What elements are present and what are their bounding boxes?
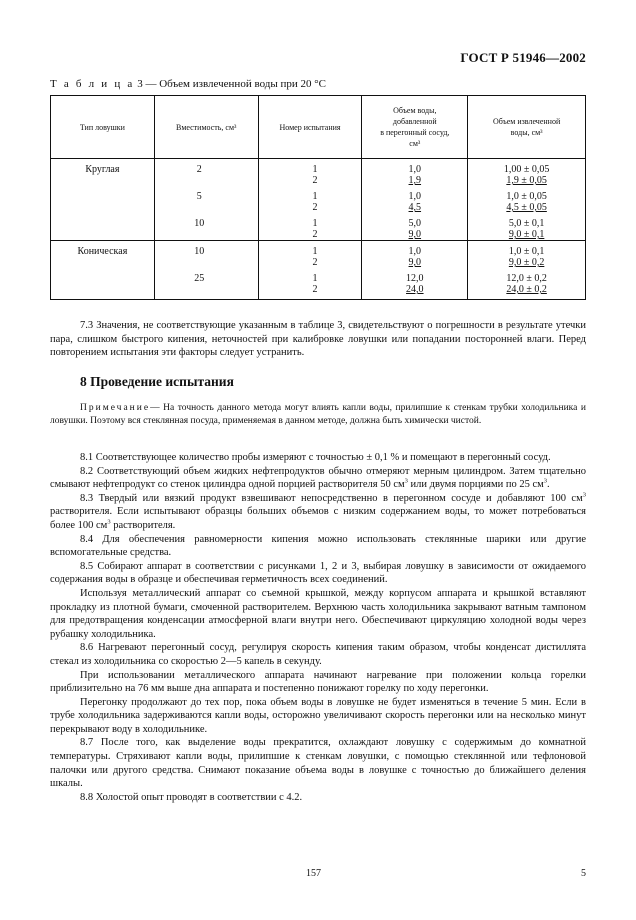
paragraph-8-6-cont-2: Перегонку продолжают до тех пор, пока объем воды в ловушке не будет изменяться в течение 5 мин. Если в трубе холодильника задерживаются капли воды, осторожно увеличивают скорость перегонки или на несколько минут перекрывают воду в холодильнике. — [50, 696, 586, 735]
note-label: Примечание — [80, 403, 151, 413]
cell-extracted-b: 9,0 ± 0,2 — [508, 257, 545, 268]
page-number: 157 — [306, 868, 321, 879]
paragraph-8-6: 8.6 Нагревают перегонный сосуд, регулируя скорость кипения таким образом, чтобы конденсат дистиллята стекал из холодильника со скоростью 2—5 капель в секунду. — [50, 642, 586, 667]
paragraph-8-6-cont: При использовании металлического аппарата начинают нагревание при положении кольца горелки приблизительно на 76 мм выше дна аппарата и постепенно понижают горелку по ходу перегонки. — [50, 669, 586, 695]
cell-trial-b: 2 — [312, 229, 318, 240]
cell-trial — [258, 159, 362, 187]
cell-added — [362, 186, 468, 213]
cell-trial — [258, 268, 362, 300]
paragraph-8-3-part-b: растворителя. Если испытывают образцы больших объемов с низким содержанием воды, то может потребоваться более 100 см — [50, 506, 586, 531]
cell-capacity: 2 — [154, 159, 258, 187]
paragraph-8-8: 8.8 Холостой опыт проводят в соответствии с 4.2. — [80, 791, 303, 803]
cell-trial-b: 2 — [312, 202, 318, 213]
paragraph-8-2-part-a: 8.2 Соответствующий объем жидких нефтепродуктов обычно отмеряют мерным цилиндром. Затем тщательно смывают нефтепродукт со стенок цилиндра одной порцией растворителя 50 см — [50, 465, 586, 491]
superscript: 3 — [107, 518, 111, 526]
cell-added — [362, 159, 468, 187]
cell-trial — [258, 186, 362, 213]
paragraph-8-2-part-b: или двумя порциями по 25 см — [407, 479, 544, 491]
col-header-type: Тип ловушки — [51, 96, 155, 159]
document-header: ГОСТ Р 51946—2002 — [460, 50, 586, 65]
col-header-added-l3: в перегонный сосуд, — [380, 128, 450, 137]
superscript: 3 — [404, 477, 408, 485]
section-title: 8 Проведение испытания — [80, 374, 234, 389]
table-row — [51, 186, 586, 213]
cell-trial — [258, 241, 362, 269]
cell-added-b: 4,5 — [408, 202, 422, 213]
cell-extracted-b: 4,5 ± 0,05 — [506, 202, 547, 213]
cell-extracted-b: 1,9 ± 0,05 — [506, 175, 547, 186]
cell-extracted — [468, 268, 586, 300]
cell-added-a: 1,0 — [408, 164, 422, 175]
paragraph-8-5: 8.5 Собирают аппарат в соответствии с рисунками 1, 2 и 3, выбирая ловушку в зависимости от ожидаемого содержания воды в образце и обеспечивая герметичность всех соединений. — [50, 560, 586, 586]
cell-added — [362, 241, 468, 269]
cell-added-b: 9,0 — [408, 229, 422, 240]
body-text — [50, 451, 586, 804]
cell-type — [51, 268, 155, 300]
cell-extracted — [468, 159, 586, 187]
col-header-added-l2: добавленной — [392, 117, 437, 126]
col-header-extracted — [468, 96, 586, 159]
paragraph-8-2-part-c: . — [547, 479, 550, 491]
cell-trial-a: 1 — [312, 273, 318, 284]
paragraph-8-2 — [50, 465, 586, 492]
note-paragraph — [50, 402, 586, 427]
cell-added — [362, 213, 468, 241]
col-header-trial: Номер испытания — [258, 96, 362, 159]
cell-trial-a: 1 — [312, 191, 318, 202]
cell-added-b: 1,9 — [408, 175, 422, 186]
paragraph-8-7: 8.7 После того, как выделение воды прекратится, охлаждают ловушку с содержимым до комнатной температуры. Стряхивают капли воды, прилипшие к стенкам ловушки, с помощью стеклянной или тефлоновой палочки или другого средства. Снимают показание объема воды в ловушке с точностью до ближайшего деления шкалы. — [50, 737, 586, 790]
cell-extracted — [468, 186, 586, 213]
paragraph-8-1: 8.1 Соответствующее количество пробы измеряют с точностью ± 0,1 % и помещают в перегонный сосуд. — [80, 452, 551, 463]
cell-added-a: 5,0 — [408, 218, 422, 229]
paragraph-8-3 — [50, 492, 586, 533]
cell-trial-b: 2 — [312, 257, 318, 268]
note-text: — На точность данного метода могут влиять капли воды, прилипшие к стенкам трубки холодильника и ловушки. Поэтому вся стеклянная посуда, применяемая в данном методе, должна быть химически чистой. — [50, 403, 586, 426]
col-header-capacity: Вместимость, см³ — [154, 96, 258, 159]
table-caption-text: 3 — Объем извлеченной воды при 20 °С — [134, 78, 327, 90]
superscript: 3 — [582, 491, 586, 499]
paragraph-8-4: 8.4 Для обеспечения равномерности кипения можно использовать стеклянные шарики или другие вспомогательные средства. — [50, 533, 586, 559]
cell-extracted-a: 5,0 ± 0,1 — [508, 218, 545, 229]
paragraph-7-3-block — [50, 319, 586, 360]
col-header-added — [362, 96, 468, 159]
cell-added-b: 9,0 — [408, 257, 422, 268]
table-row — [51, 241, 586, 269]
col-header-added-l1: Объем воды, — [393, 106, 437, 115]
cell-added-a: 1,0 — [408, 191, 422, 202]
cell-extracted-a: 1,00 ± 0,05 — [503, 164, 550, 175]
water-recovery-table — [50, 95, 586, 300]
cell-extracted — [468, 213, 586, 241]
table-row — [51, 213, 586, 241]
col-header-added-l4: см³ — [409, 139, 421, 148]
cell-added — [362, 268, 468, 300]
table-caption — [50, 78, 326, 90]
cell-trial-b: 2 — [312, 175, 318, 186]
paragraph-8-3-part-c: растворителя. — [110, 519, 176, 531]
cell-type: Круглая — [51, 159, 155, 187]
note-block — [50, 402, 586, 427]
paragraph-7-3: 7.3 Значения, не соответствующие указанным в таблице 3, свидетельствуют о погрешности в результате утечки пара, слишком быстрого кипения, неточностей при калибровке ловушки или попадании посторонней влаги. Перед повторением испытания эти факторы следует устранить. — [50, 320, 586, 359]
table-header-row — [51, 96, 586, 159]
table-row — [51, 159, 586, 187]
cell-type — [51, 186, 155, 213]
cell-capacity: 10 — [154, 213, 258, 241]
cell-trial-a: 1 — [312, 218, 318, 229]
col-header-extracted-l2: воды, см³ — [510, 128, 543, 137]
paragraph-8-3-part-a: 8.3 Твердый или вязкий продукт взвешивают непосредственно в перегонном сосуде и добавляют 100 см — [80, 492, 583, 504]
cell-trial-b: 2 — [312, 284, 318, 295]
paragraph-8-5-cont: Используя металлический аппарат со съемной крышкой, между корпусом аппарата и крышкой вставляют прокладку из плотной бумаги, смоченной растворителем. Верхнюю часть холодильника закрывают ватным тампоном для предотвращения конденсации атмосферной влаги внутри него. Обеспечивают циркуляцию холодной воды через рубашку холодильника. — [50, 587, 586, 640]
table-row — [51, 268, 586, 300]
cell-extracted — [468, 241, 586, 269]
superscript: 3 — [543, 477, 548, 485]
table-caption-prefix: Т а б л и ц а — [50, 78, 135, 90]
cell-trial-a: 1 — [312, 164, 318, 175]
cell-capacity: 25 — [154, 268, 258, 300]
cell-extracted-b: 9,0 ± 0,1 — [508, 229, 545, 240]
cell-extracted-a: 1,0 ± 0,05 — [506, 191, 547, 202]
cell-trial — [258, 213, 362, 241]
sheet-number: 5 — [581, 868, 586, 879]
cell-type: Коническая — [51, 241, 155, 269]
cell-extracted-a: 1,0 ± 0,1 — [508, 246, 545, 257]
col-header-extracted-l1: Объем извлеченной — [492, 117, 561, 126]
cell-type — [51, 213, 155, 241]
cell-added-a: 1,0 — [408, 246, 422, 257]
cell-trial-a: 1 — [312, 246, 318, 257]
cell-added-a: 12,0 — [406, 273, 424, 284]
cell-added-b: 24,0 — [406, 284, 424, 295]
cell-extracted-b: 24,0 ± 0,2 — [506, 284, 547, 295]
cell-extracted-a: 12,0 ± 0,2 — [506, 273, 547, 284]
cell-capacity: 5 — [154, 186, 258, 213]
cell-capacity: 10 — [154, 241, 258, 269]
